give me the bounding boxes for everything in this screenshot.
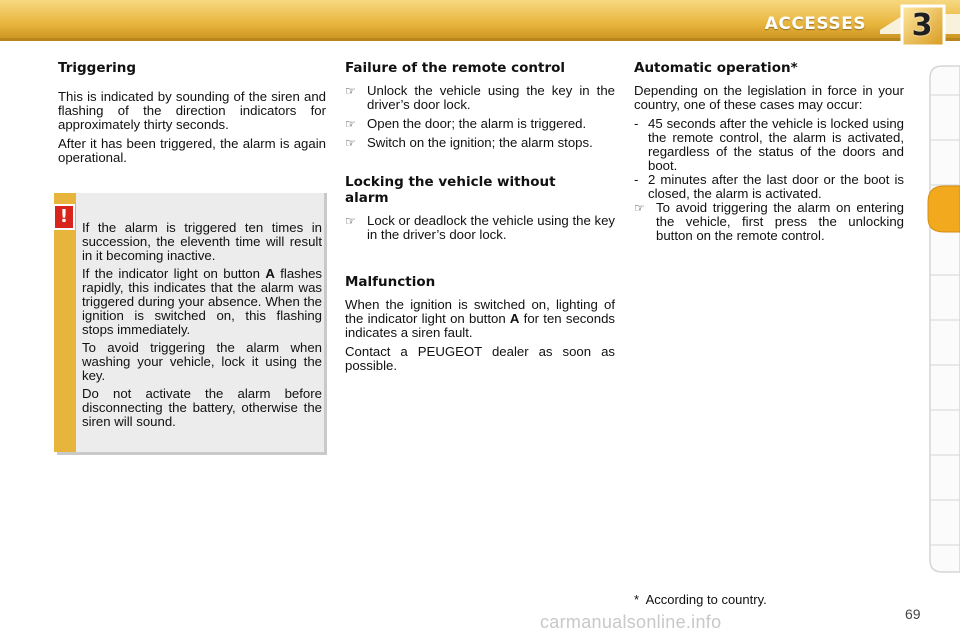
column-triggering xyxy=(58,60,326,165)
automatic-case-2: - 2 minutes after the last door or the boot is closed, the alarm is activated. xyxy=(634,172,904,201)
locking-item: ☞ Lock or deadlock the vehicle using the key in the driver’s door lock. xyxy=(345,213,615,242)
failure-item-2: ☞ Open the door; the alarm is triggered. xyxy=(345,116,587,131)
watermark: carmanualsonline.info xyxy=(540,612,722,632)
locking-heading: Locking the vehicle without alarm xyxy=(345,174,556,206)
triggering-paragraph-1: This is indicated by sounding of the siren and flashing of the direction indicators for approximately thirty seconds. xyxy=(58,89,326,132)
automatic-tip: ☞ To avoid triggering the alarm on entering the vehicle, first press the unlocking button on the remote control. xyxy=(634,200,904,243)
warning-text xyxy=(82,221,322,433)
hand-pointer-icon: ☞ xyxy=(345,117,356,131)
automatic-case-1: - 45 seconds after the vehicle is locked using the remote control, the alarm is activated, regardless of the status of the doors and boot. xyxy=(634,116,904,173)
hand-pointer-icon: ☞ xyxy=(345,84,356,98)
malfunction-heading: Malfunction xyxy=(345,274,436,290)
footnote: * According to country. xyxy=(634,592,767,607)
hand-pointer-icon: ☞ xyxy=(345,136,356,150)
warning-paragraph-3: To avoid triggering the alarm when washing your vehicle, lock it using the key. xyxy=(82,340,322,383)
warning-paragraph-1: If the alarm is triggered ten times in succession, the eleventh time will result in it becoming inactive. xyxy=(82,220,322,263)
chapter-tab-strip xyxy=(920,60,960,580)
hand-pointer-icon: ☞ xyxy=(634,201,645,215)
automatic-heading: Automatic operation* xyxy=(634,60,798,76)
warning-paragraph-2: If the indicator light on button A flashes rapidly, this indicates that the alarm was triggered during your absence. When the ignition is switched on, this flashing stops immediately. xyxy=(82,266,323,337)
triggering-paragraph-2: After it has been triggered, the alarm is again operational. xyxy=(58,136,326,165)
chapter-number: 3 xyxy=(911,8,933,43)
automatic-intro: Depending on the legislation in force in your country, one of these cases may occur: xyxy=(634,83,904,112)
failure-item-3: ☞ Switch on the ignition; the alarm stops. xyxy=(345,135,593,150)
malfunction-paragraph-1: When the ignition is switched on, lighting of the indicator light on button A for ten seconds indicates a siren fault. xyxy=(345,297,615,340)
warning-paragraph-4: Do not activate the alarm before disconnecting the battery, otherwise the siren will sound. xyxy=(82,386,322,429)
page-number: 69 xyxy=(905,606,921,622)
triggering-heading: Triggering xyxy=(58,60,137,76)
warning-symbol: ! xyxy=(59,206,69,227)
failure-heading: Failure of the remote control xyxy=(345,60,566,76)
failure-item-1: ☞ Unlock the vehicle using the key in the driver’s door lock. xyxy=(345,83,615,112)
chapter-title: ACCESSES xyxy=(764,14,866,34)
malfunction-paragraph-2: Contact a PEUGEOT dealer as soon as possible. xyxy=(345,344,615,373)
column-automatic-operation xyxy=(634,60,904,243)
hand-pointer-icon: ☞ xyxy=(345,214,356,228)
warning-icon xyxy=(53,204,75,230)
column-remote-control xyxy=(345,60,615,373)
